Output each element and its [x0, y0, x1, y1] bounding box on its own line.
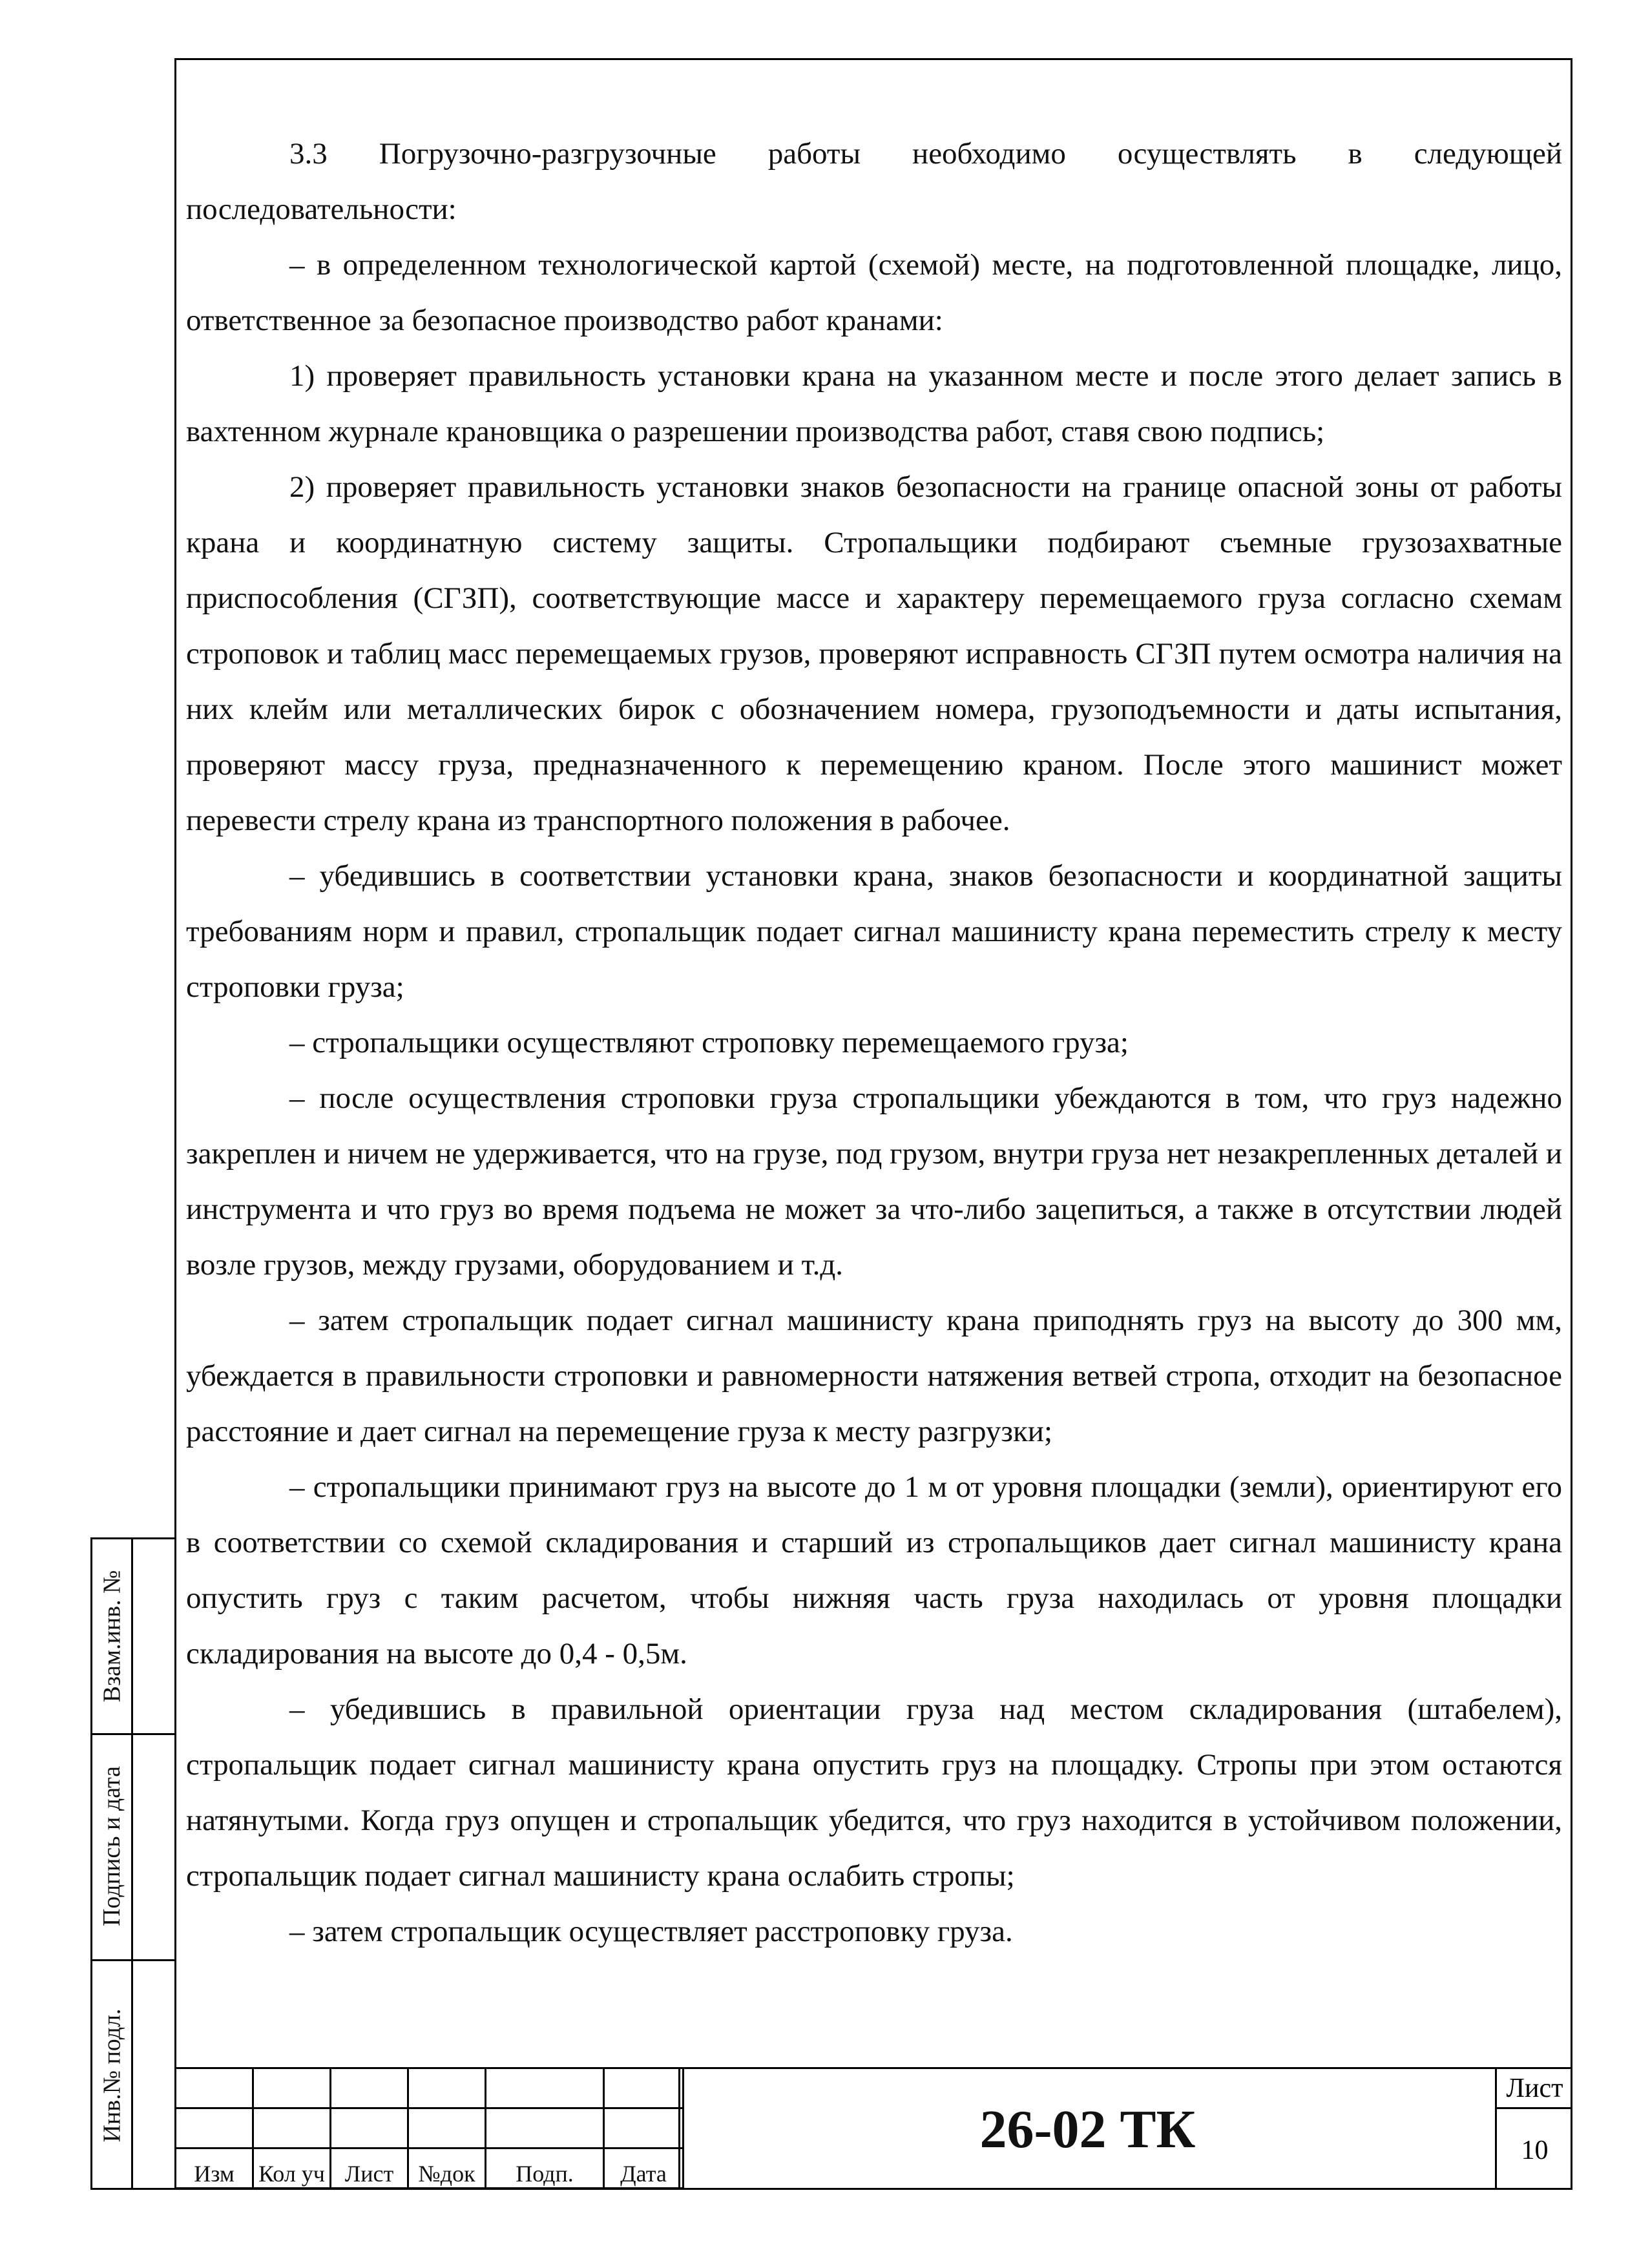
column-data: Дата [604, 2148, 684, 2189]
side-cell-podpis [92, 1733, 174, 1961]
paragraph: 2) проверяет правильность установки знаков безопасности на границе опасной зоны от работы крана и координатную систему защиты. Стропальщики подбирают съемные грузозахватные приспособления (СГЗП), соответствующие массе и характеру перемещаемого груза согласно схемам строповок и таблиц масс перемещаемых грузов, проверяют исправность СГЗП путем осмотра наличия на них клейм или металлических бирок с обозначением номера, грузоподъемности и даты испытания, проверяют массу груза, предназначенного к перемещению краном. После этого машинист может перевести стрелу крана из транспортного положения в рабочее. [186, 470, 1562, 837]
column-podp: Подп. [486, 2148, 604, 2189]
side-stamp-column [90, 1537, 174, 2190]
paragraph: 3.3 Погрузочно-разгрузочные работы необходимо осуществлять в следующей последовательности: [186, 137, 1562, 226]
document-code: 26-02 ТК [979, 2099, 1196, 2159]
revision-table [174, 2067, 684, 2189]
paragraph: – стропальщики осуществляют строповку перемещаемого груза; [289, 1026, 1129, 1059]
sheet-label: Лист [1497, 2069, 1572, 2109]
document-body [186, 126, 1562, 1959]
paragraph: – убедившись в соответствии установки крана, знаков безопасности и координатной защиты требованиям норм и правил, стропальщик подает сигнал машинисту крана переместить стрелу к месту строповки груза; [186, 859, 1562, 1004]
document-code-cell [678, 2067, 1495, 2190]
paragraph: – убедившись в правильной ориентации груза над местом складирования (штабелем), стропальщик подает сигнал машинисту крана опустить груз на площадку. Стропы при этом остаются натянутыми. Когда груз опущен и стропальщик убедится, что груз находится в устойчивом положении, стропальщик подает сигнал машинисту крана ослабить стропы; [186, 1692, 1562, 1893]
sheet-number: 10 [1521, 2136, 1549, 2165]
paragraph: – затем стропальщик осуществляет расстроповку груза. [289, 1915, 1013, 1948]
column-izm: Изм [176, 2148, 253, 2189]
side-cell-inv-podl [92, 1959, 174, 2192]
title-block [174, 2067, 1572, 2190]
paragraph: – в определенном технологической картой (схемой) месте, на подготовленной площадке, лицо, ответственное за безопасное производство работ кранами: [186, 248, 1562, 337]
column-ndok: №док [408, 2148, 486, 2189]
side-label-podpis-data: Подпись и дата [98, 1765, 126, 1927]
side-label-inv-podl: Инв.№ подл. [98, 2008, 126, 2143]
column-kol-uch: Кол уч [253, 2148, 331, 2189]
sheet-cell [1495, 2067, 1572, 2190]
paragraph: – стропальщики принимают груз на высоте до 1 м от уровня площадки (земли), ориентируют его в соответствии со схемой складирования и старший из стропальщиков дает сигнал машинисту крана опустить груз с таким расчетом, чтобы нижняя часть груза находилась от уровня площадки складирования на высоте до 0,4 - 0,5м. [186, 1470, 1562, 1670]
side-label-vzam-inv: Взам.инв. № [98, 1570, 126, 1703]
side-cell-vzam [92, 1539, 174, 1735]
paragraph: – затем стропальщик подает сигнал машинисту крана приподнять груз на высоту до 300 мм, убеждается в правильности строповки и равномерности натяжения ветвей стропа, отходит на безопасное расстояние и дает сигнал на перемещение груза к месту разгрузки; [186, 1304, 1562, 1448]
column-list: Лист [331, 2148, 408, 2189]
paragraph: 1) проверяет правильность установки крана на указанном месте и после этого делает запись в вахтенном журнале крановщика о разрешении производства работ, ставя свою подпись; [186, 359, 1562, 448]
paragraph: – после осуществления строповки груза стропальщики убеждаются в том, что груз надежно закреплен и ничем не удерживается, что на грузе, под грузом, внутри груза нет незакрепленных деталей и инструмента и что груз во время подъема не может за что-либо зацепиться, а также в отсутствии людей возле грузов, между грузами, оборудованием и т.д. [186, 1081, 1562, 1282]
